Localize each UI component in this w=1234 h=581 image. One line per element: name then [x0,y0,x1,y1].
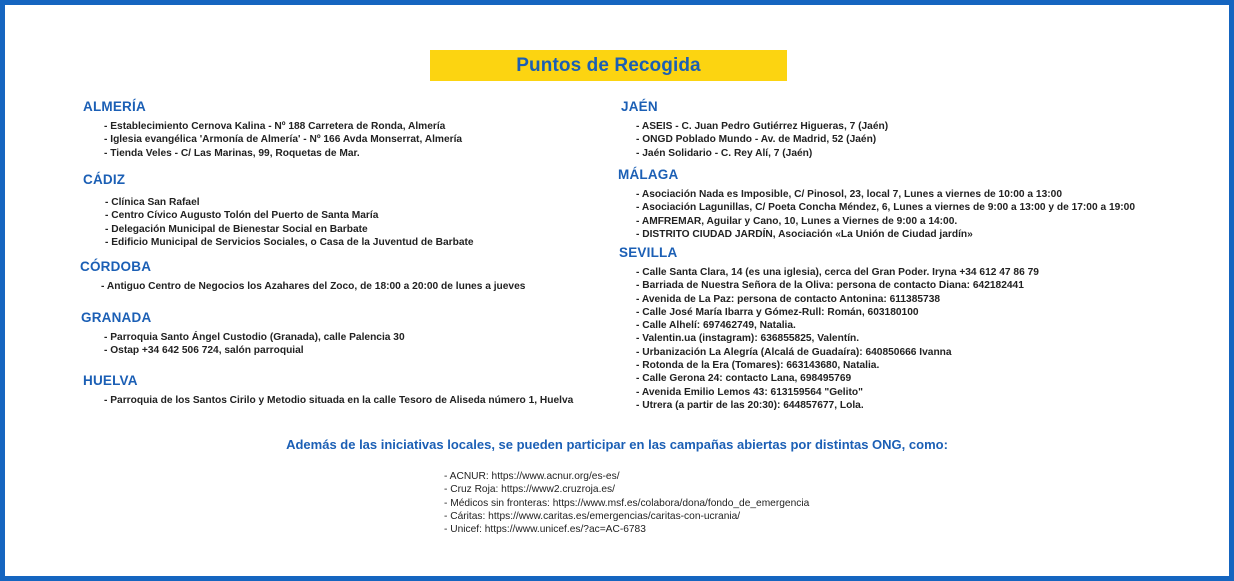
list-item: - Calle José María Ibarra y Gómez-Rull: Román, 603180100 [636,306,1039,319]
ngo-link-msf[interactable]: - Médicos sin fronteras: https://www.msf.es/colabora/dona/fondo_de_emergencia [444,497,809,510]
title-banner [430,50,787,81]
region-heading: JAÉN [621,99,658,114]
region-malaga [618,167,1135,241]
region-heading: CÓRDOBA [80,259,152,274]
region-heading: CÁDIZ [83,172,126,187]
region-sevilla [619,245,1039,412]
list-item: - Asociación Nada es Imposible, C/ Pinosol, 23, local 7, Lunes a viernes de 10:00 a 13:00 [636,188,1135,201]
list-item: - Valentin.ua (instagram): 636855825, Valentín. [636,332,1039,345]
region-list [636,120,888,160]
region-heading: ALMERÍA [83,99,146,114]
region-list [104,120,462,160]
region-cordoba [80,259,525,293]
list-item: - Clínica San Rafael [105,196,474,209]
region-list [104,331,405,358]
ngo-list [444,470,809,536]
list-item: - Centro Cívico Augusto Tolón del Puerto de Santa María [105,209,474,222]
region-huelva [83,373,573,407]
region-list [636,266,1039,412]
list-item: - Establecimiento Cernova Kalina - Nº 188 Carretera de Ronda, Almería [104,120,462,133]
list-item: - Calle Gerona 24: contacto Lana, 698495769 [636,372,1039,385]
list-item: - Avenida Emilio Lemos 43: 613159564 "Gelito" [636,386,1039,399]
list-item: - Parroquia Santo Ángel Custodio (Granada), calle Palencia 30 [104,331,405,344]
list-item: - Barriada de Nuestra Señora de la Oliva: persona de contacto Diana: 642182441 [636,279,1039,292]
region-heading: HUELVA [83,373,138,388]
list-item: - DISTRITO CIUDAD JARDÍN, Asociación «La Unión de Ciudad jardín» [636,228,1135,241]
list-item: - Tienda Veles - C/ Las Marinas, 99, Roquetas de Mar. [104,147,462,160]
list-item: - Rotonda de la Era (Tomares): 663143680, Natalia. [636,359,1039,372]
list-item: - Avenida de La Paz: persona de contacto Antonina: 611385738 [636,293,1039,306]
list-item: - Parroquia de los Santos Cirilo y Metodio situada en la calle Tesoro de Aliseda número 1, Huelva [104,394,573,407]
list-item: - AMFREMAR, Aguilar y Cano, 10, Lunes a Viernes de 9:00 a 14:00. [636,215,1135,228]
list-item: - Calle Santa Clara, 14 (es una iglesia), cerca del Gran Poder. Iryna +34 612 47 86 79 [636,266,1039,279]
list-item: - Urbanización La Alegría (Alcalá de Guadaíra): 640850666 Ivanna [636,346,1039,359]
list-item: - Delegación Municipal de Bienestar Social en Barbate [105,223,474,236]
ngo-link-cruz-roja[interactable]: - Cruz Roja: https://www2.cruzroja.es/ [444,483,809,496]
region-cadiz [83,172,474,249]
region-list [636,188,1135,241]
region-heading: SEVILLA [619,245,678,260]
list-item: - Iglesia evangélica 'Armonía de Almería' - Nº 166 Avda Monserrat, Almería [104,133,462,146]
ngo-link-unicef[interactable]: - Unicef: https://www.unicef.es/?ac=AC-6783 [444,523,809,536]
list-item: - Ostap +34 642 506 724, salón parroquial [104,344,405,357]
region-list [101,280,525,293]
list-item: - ASEIS - C. Juan Pedro Gutiérrez Higueras, 7 (Jaén) [636,120,888,133]
ngo-link-caritas[interactable]: - Cáritas: https://www.caritas.es/emergencias/caritas-con-ucrania/ [444,510,809,523]
region-list [104,394,573,407]
region-heading: MÁLAGA [618,167,679,182]
region-heading: GRANADA [81,310,152,325]
list-item: - Utrera (a partir de las 20:30): 644857677, Lola. [636,399,1039,412]
list-item: - Calle Alhelí: 697462749, Natalia. [636,319,1039,332]
list-item: - Edificio Municipal de Servicios Sociales, o Casa de la Juventud de Barbate [105,236,474,249]
region-almeria [83,99,462,160]
ngo-link-acnur[interactable]: - ACNUR: https://www.acnur.org/es-es/ [444,470,809,483]
list-item: - Asociación Lagunillas, C/ Poeta Concha Méndez, 6, Lunes a viernes de 9:00 a 13:00 y de 17:00 a 19:00 [636,201,1135,214]
list-item: - ONGD Poblado Mundo - Av. de Madrid, 52 (Jaén) [636,133,888,146]
region-jaen [621,99,888,160]
list-item: - Jaén Solidario - C. Rey Alí, 7 (Jaén) [636,147,888,160]
ngo-intro-text: Además de las iniciativas locales, se pueden participar en las campañas abiertas por distintas ONG, como: [286,437,948,452]
list-item: - Antiguo Centro de Negocios los Azahares del Zoco, de 18:00 a 20:00 de lunes a jueves [101,280,525,293]
region-list [105,196,474,249]
page-title: Puntos de Recogida [516,54,701,76]
region-granada [81,310,405,358]
